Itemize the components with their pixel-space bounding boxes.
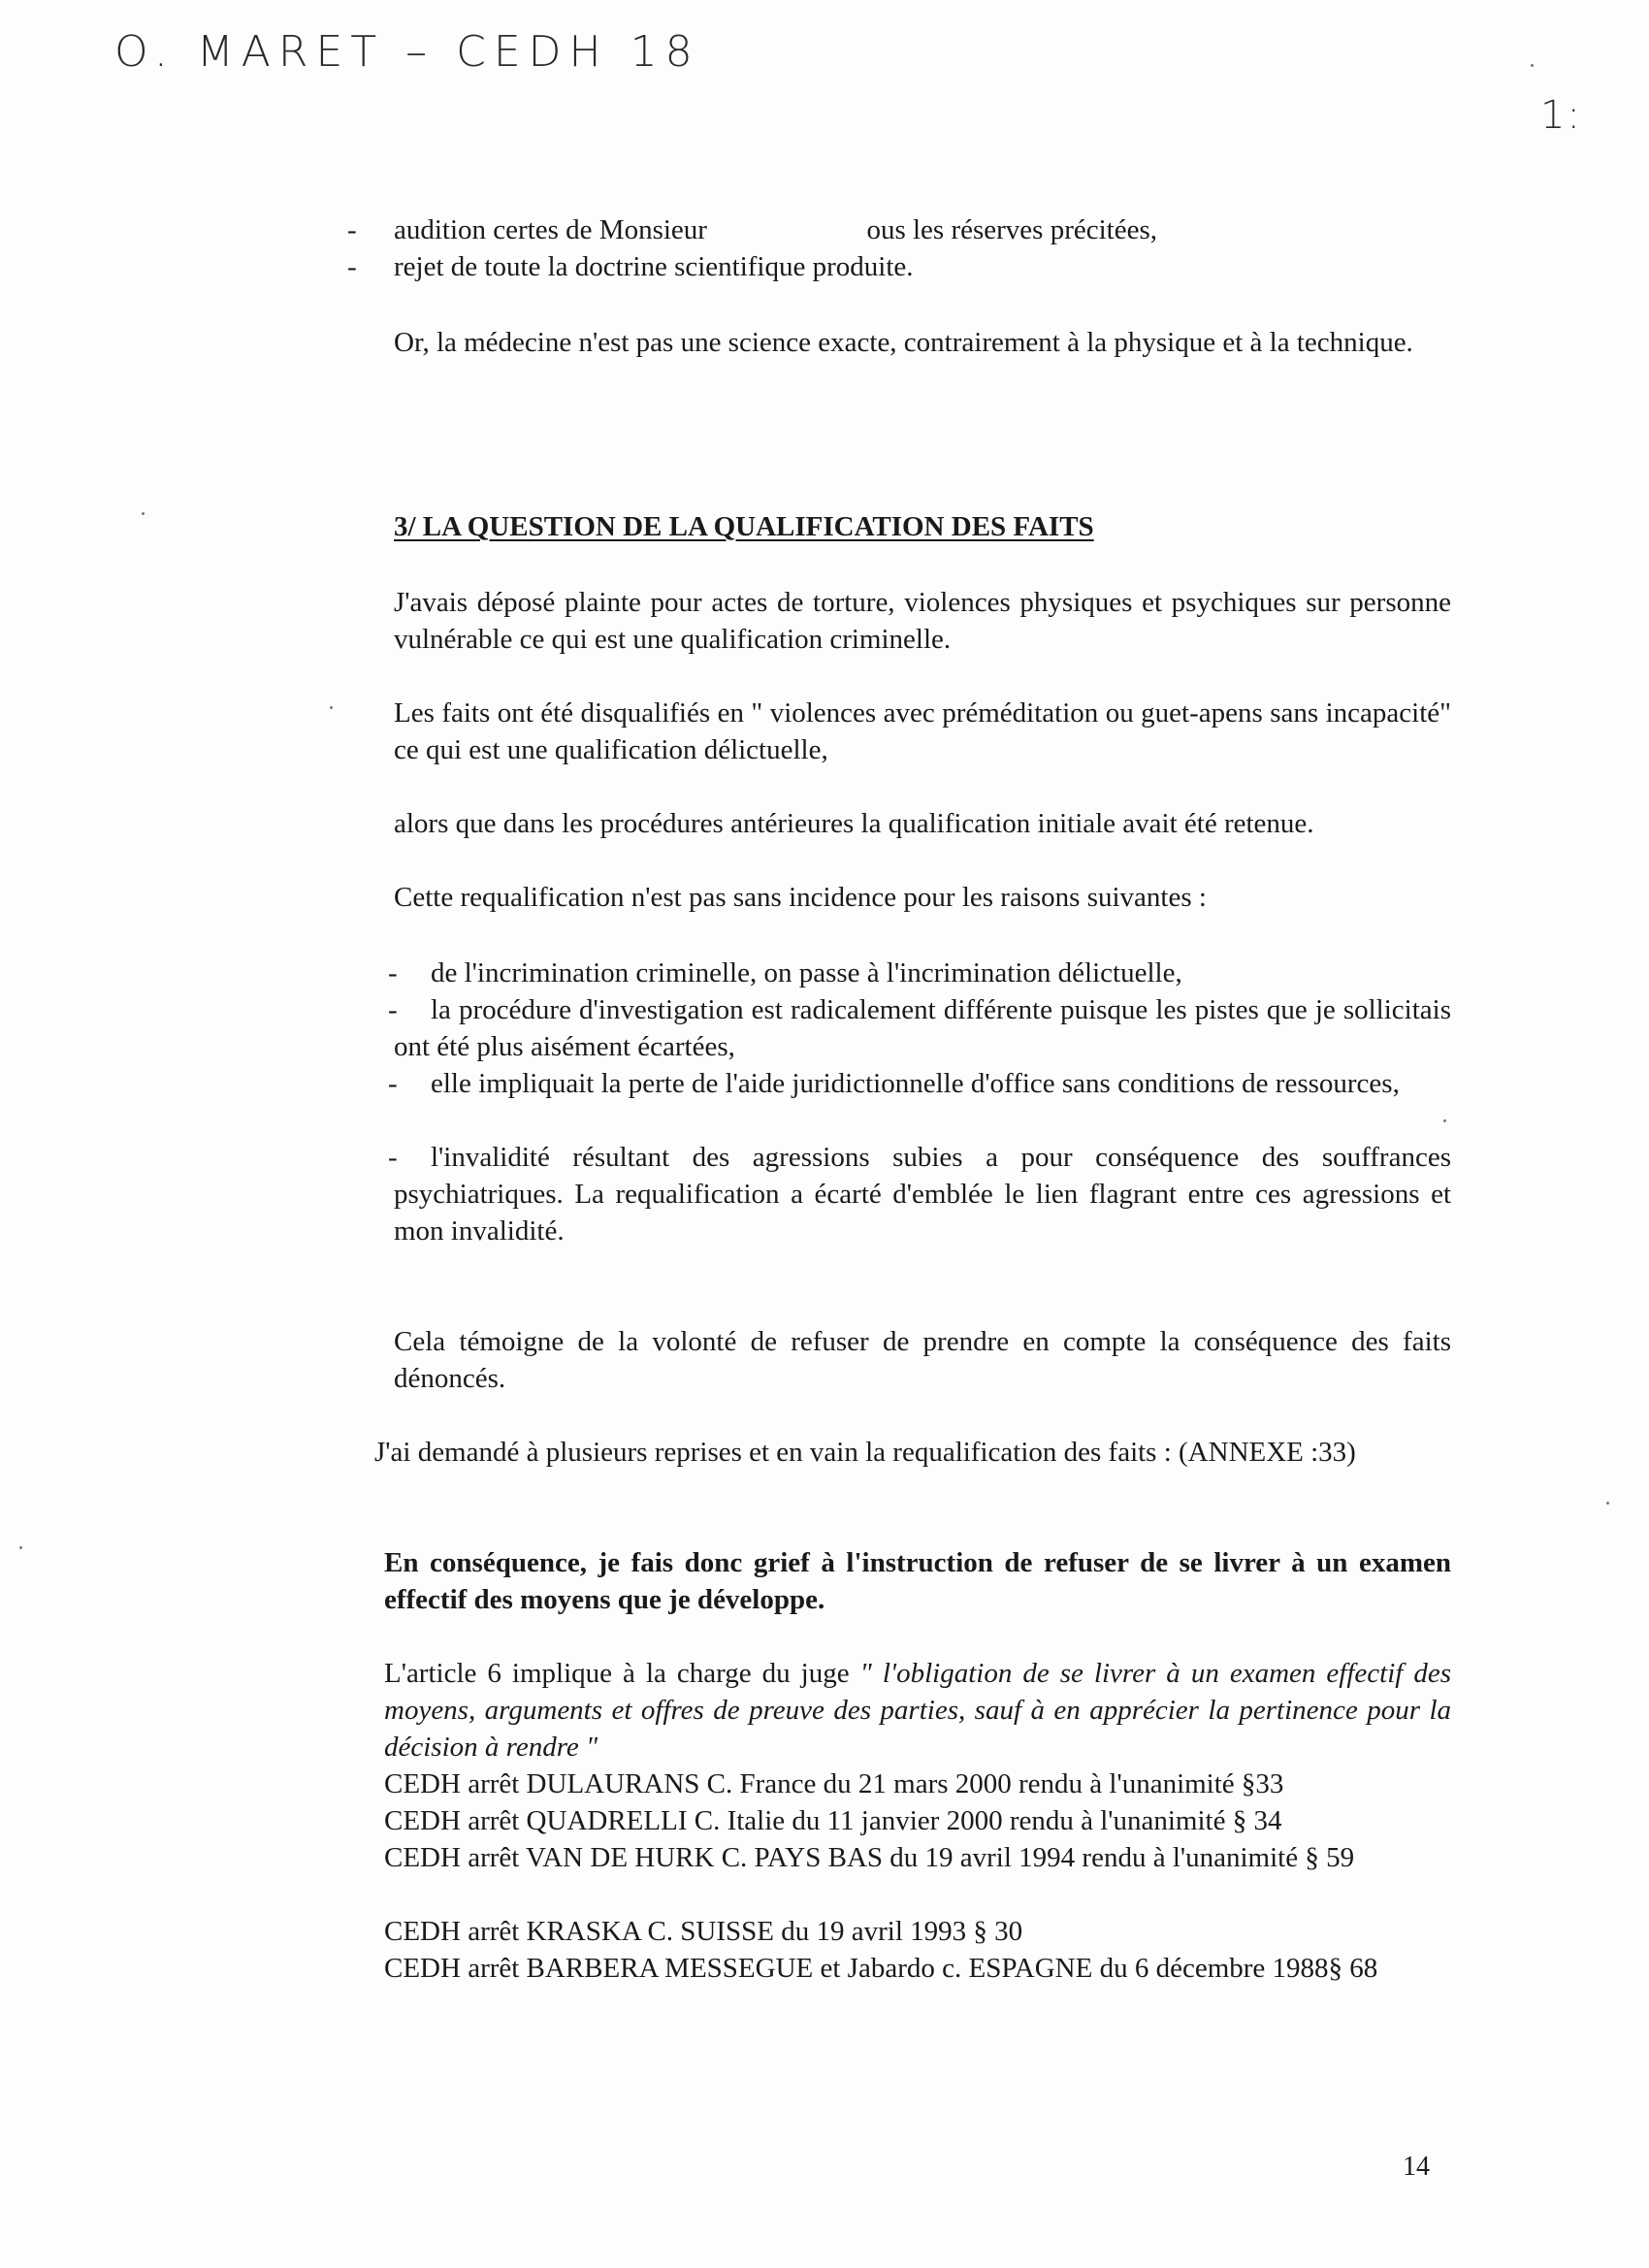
paragraph-medicine: Or, la médecine n'est pas une science exacte, contrairement à la physique et à la technique.: [394, 327, 1413, 358]
paragraph-testimony: Cela témoigne de la volonté de refuser de prendre en compte la conséquence des faits dénoncés.: [394, 1326, 1451, 1394]
paragraph-requalification-intro: Cette requalification n'est pas sans incidence pour les raisons suivantes :: [394, 882, 1207, 913]
article-intro: L'article 6 implique à la charge du juge: [384, 1658, 860, 1689]
paragraph-article-6: [384, 1655, 1451, 1766]
scan-speck: [1443, 1119, 1446, 1122]
paragraph-disqualification: Les faits ont été disqualifiés en " violences avec préméditation ou guet-apens sans incapacité" ce qui est une qualification délictuelle,: [394, 697, 1451, 765]
top-bullet-1-start: audition certes de Monsieur: [394, 214, 707, 245]
bullet-dash: -: [388, 1068, 398, 1099]
paragraph-conclusion: En conséquence, je fais donc grief à l'instruction de refuser de se livrer à un examen effectif des moyens que je développe.: [384, 1547, 1451, 1615]
top-bullet-1-end: ous les réserves précitées,: [866, 214, 1157, 245]
scan-speck: [1606, 1502, 1609, 1505]
handwritten-header-note: O. MARET – CEDH 18: [114, 27, 700, 77]
handwritten-corner-mark: 1:: [1540, 93, 1582, 138]
scan-speck: [142, 512, 145, 515]
citation-line: CEDH arrêt KRASKA C. SUISSE du 19 avril 1993 § 30: [384, 1916, 1023, 1947]
scan-speck: [1531, 64, 1534, 67]
paragraph-complaint: J'avais déposé plainte pour actes de torture, violences physiques et psychiques sur personne vulnérable ce qui est une qualification criminelle.: [394, 587, 1451, 655]
bullet-dash: -: [347, 251, 357, 282]
page-number: 14: [1403, 2152, 1430, 2182]
bullet-dash: -: [388, 994, 398, 1025]
citation-line: CEDH arrêt VAN DE HURK C. PAYS BAS du 19 avril 1994 rendu à l'unanimité § 59: [384, 1842, 1355, 1873]
article-quote: " l'obligation de se livrer à un examen effectif des moyens, arguments et offres de preuve des parties, sauf à en apprécier la pertinence pour la décision à rendre ": [384, 1658, 1451, 1763]
scan-speck: [19, 1546, 22, 1549]
bullet-dash: -: [388, 1142, 398, 1173]
reason-item: la procédure d'investigation est radicalement différente puisque les pistes que je sollicitais ont été plus aisément écartées,: [394, 994, 1451, 1062]
section-heading: 3/ LA QUESTION DE LA QUALIFICATION DES FAITS: [394, 511, 1094, 542]
reason-item: elle impliquait la perte de l'aide juridictionnelle d'office sans conditions de ressources,: [431, 1068, 1400, 1099]
top-bullet-2: rejet de toute la doctrine scientifique produite.: [394, 251, 914, 282]
reason-item: de l'incrimination criminelle, on passe à l'incrimination délictuelle,: [431, 957, 1182, 988]
citation-line: CEDH arrêt BARBERA MESSEGUE et Jabardo c. ESPAGNE du 6 décembre 1988§ 68: [384, 1953, 1378, 1984]
reason-item: l'invalidité résultant des agressions subies a pour conséquence des souffrances psychiatriques. La requalification a écarté d'emblée le lien flagrant entre ces agressions et mon invalidité.: [394, 1142, 1451, 1247]
top-bullet-1: [394, 211, 1461, 248]
scan-speck: [330, 706, 333, 709]
bullet-dash: -: [388, 957, 398, 988]
paragraph-requests: J'ai demandé à plusieurs reprises et en vain la requalification des faits : (ANNEXE :33): [374, 1437, 1356, 1468]
citation-line: CEDH arrêt QUADRELLI C. Italie du 11 janvier 2000 rendu à l'unanimité § 34: [384, 1805, 1282, 1836]
citation-line: CEDH arrêt DULAURANS C. France du 21 mars 2000 rendu à l'unanimité §33: [384, 1768, 1284, 1799]
paragraph-prior-procedures: alors que dans les procédures antérieures la qualification initiale avait été retenue.: [394, 808, 1314, 839]
bullet-dash: -: [347, 214, 357, 245]
